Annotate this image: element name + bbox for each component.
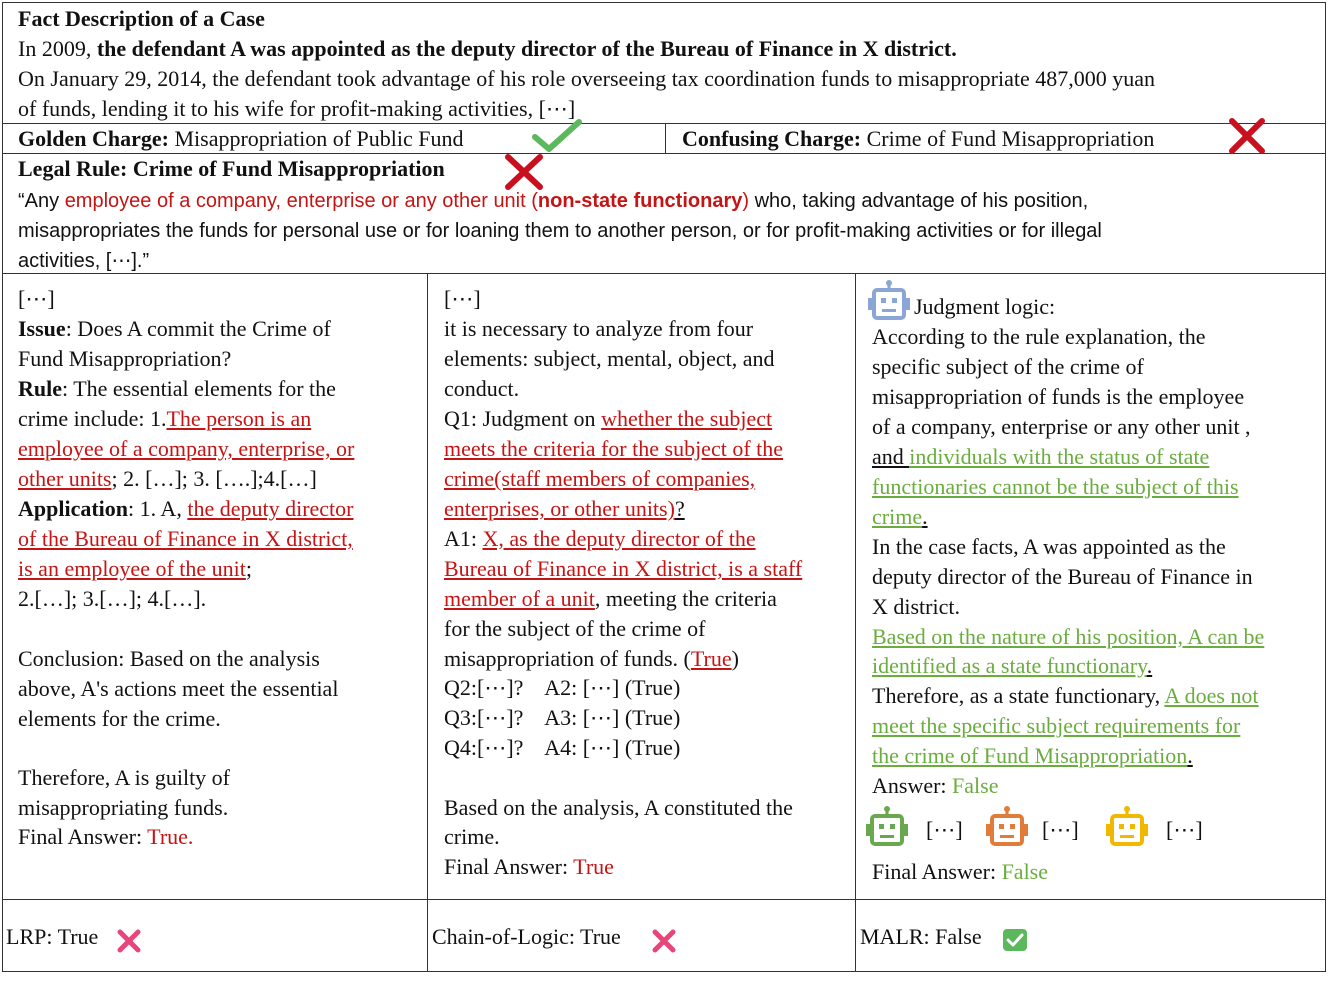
text-line: deputy director of the Bureau of Finance in (872, 564, 1253, 589)
text-line: crime(staff members of companies, (444, 466, 756, 491)
text-line: A1: X, as the deputy director of the (444, 526, 756, 551)
text-line: member of a unit, meeting the criteria (444, 586, 777, 611)
rule-line-3: activities, [⋯].” (18, 250, 150, 272)
agent-output: [⋯] (1166, 817, 1203, 842)
cross-icon (1228, 117, 1266, 155)
divider (665, 123, 666, 153)
answer-line: Answer: False (872, 773, 999, 798)
text-line: Therefore, as a state functionary, A does not (872, 683, 1259, 708)
text-line: employee of a company, enterprise, or (18, 436, 355, 461)
text-line: it is necessary to analyze from four (444, 316, 754, 341)
text-line: [⋯] (444, 286, 481, 311)
chain-of-logic-result: Chain-of-Logic: True (432, 924, 621, 949)
final-answer: Final Answer: True. (18, 824, 194, 849)
malr-result: MALR: False (860, 924, 982, 949)
text-line: conduct. (444, 376, 520, 401)
divider (3, 899, 1325, 900)
qa-line: Q3:[⋯]? A3: [⋯] (True) (444, 705, 681, 730)
issue-line: Issue: Does A commit the Crime of (18, 316, 331, 341)
text-line: other units; 2. […]; 3. [….];4.[…] (18, 466, 317, 491)
text-line: misappropriation of funds. (True) (444, 646, 739, 671)
text-line: crime. (444, 824, 500, 849)
cross-icon (116, 928, 142, 954)
text-line: crime include: 1.The person is an (18, 406, 312, 431)
text-line: the crime of Fund Misappropriation. (872, 743, 1193, 768)
confusing-charge: Confusing Charge: Crime of Fund Misappropriation (682, 126, 1155, 151)
rule-line-2: misappropriates the funds for personal use or for loaning them to another person, or for profit-making activities or for illegal (18, 220, 1102, 242)
text-line: and individuals with the status of state (872, 444, 1210, 469)
text-line: Based on the analysis, A constituted the (444, 795, 793, 820)
robot-icon (984, 806, 1030, 848)
robot-icon (864, 806, 910, 848)
text-line: Bureau of Finance in X district, is a staff (444, 556, 803, 581)
final-answer: Final Answer: True (444, 854, 614, 879)
divider (3, 273, 1325, 274)
text-line: identified as a state functionary. (872, 653, 1153, 678)
rule-line-1: “Any employee of a company, enterprise or any other unit (non-state functionary) who, taking advantage of his position, (18, 190, 1089, 212)
rule-title: Legal Rule: Crime of Fund Misappropriation (18, 156, 445, 181)
qa-line: Q4:[⋯]? A4: [⋯] (True) (444, 735, 681, 760)
text-line: Therefore, A is guilty of (18, 765, 231, 790)
text-line: X district. (872, 594, 960, 619)
agent-output: [⋯] (1042, 817, 1079, 842)
text-line: for the subject of the crime of (444, 616, 706, 641)
divider (427, 273, 428, 971)
judgment-title: Judgment logic: (914, 294, 1056, 319)
text-line: Fund Misappropriation? (18, 346, 232, 371)
fact-title: Fact Description of a Case (18, 6, 265, 31)
text-line: elements: subject, mental, object, and (444, 346, 775, 371)
text-line: 2.[…]; 3.[…]; 4.[…]. (18, 586, 207, 611)
rule-line: Rule: The essential elements for the (18, 376, 336, 401)
fact-line-2: On January 29, 2014, the defendant took advantage of his role overseeing tax coordination funds to misappropriate 487,000 yuan (18, 66, 1155, 91)
text-line: meet the specific subject requirements for (872, 713, 1241, 738)
robot-icon (1104, 806, 1150, 848)
fact-line-1: In 2009, the defendant A was appointed as the deputy director of the Bureau of Finance in X district. (18, 36, 957, 61)
text-line: Conclusion: Based on the analysis (18, 646, 320, 671)
text-line: According to the rule explanation, the (872, 324, 1206, 349)
text-line: meets the criteria for the subject of the (444, 436, 784, 461)
application-line: Application: 1. A, the deputy director (18, 496, 354, 521)
text-line: Q1: Judgment on whether the subject (444, 406, 773, 431)
text-line: misappropriation of funds is the employee (872, 384, 1245, 409)
divider (855, 273, 856, 971)
text-line: Based on the nature of his position, A can be (872, 624, 1265, 649)
robot-icon (866, 280, 912, 322)
golden-charge: Golden Charge: Misappropriation of Public Fund (18, 126, 464, 151)
text-line: functionaries cannot be the subject of this (872, 474, 1239, 499)
qa-line: Q2:[⋯]? A2: [⋯] (True) (444, 675, 681, 700)
fact-line-3: of funds, lending it to his wife for profit-making activities, [⋯] (18, 96, 576, 121)
text-line: crime. (872, 504, 928, 529)
text-line: misappropriating funds. (18, 795, 229, 820)
text-line: [⋯] (18, 286, 55, 311)
text-line: of a company, enterprise or any other unit , (872, 414, 1251, 439)
text-line: enterprises, or other units)? (444, 496, 685, 521)
check-icon (532, 119, 582, 153)
text-line: In the case facts, A was appointed as the (872, 534, 1226, 559)
text-line: is an employee of the unit; (18, 556, 253, 581)
agent-output: [⋯] (926, 817, 963, 842)
text-line: elements for the crime. (18, 706, 221, 731)
text-line: of the Bureau of Finance in X district, (18, 526, 353, 551)
text-line: specific subject of the crime of (872, 354, 1144, 379)
check-icon (1002, 928, 1028, 952)
final-answer: Final Answer: False (872, 859, 1049, 884)
cross-icon (651, 928, 677, 954)
text-line: above, A's actions meet the essential (18, 676, 339, 701)
lrp-result: LRP: True (6, 924, 99, 949)
